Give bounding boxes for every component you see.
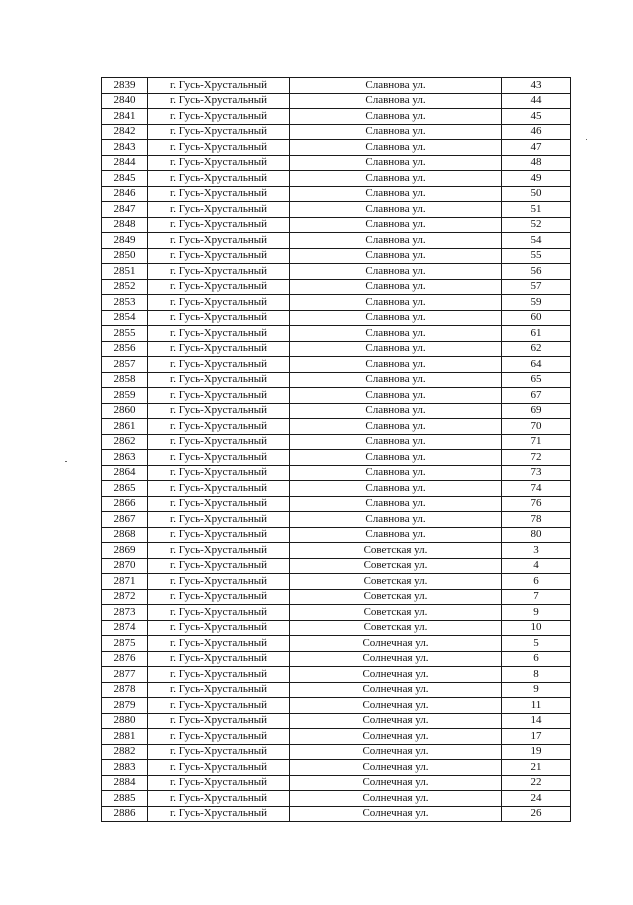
row-number-cell: 2860 <box>102 403 148 419</box>
street-cell: Солнечная ул. <box>290 713 502 729</box>
city-cell: г. Гусь-Хрустальный <box>148 372 290 388</box>
city-cell: г. Гусь-Хрустальный <box>148 186 290 202</box>
table-row <box>102 372 571 388</box>
house-number-cell: 9 <box>502 682 571 698</box>
row-number-cell: 2880 <box>102 713 148 729</box>
row-number-cell: 2859 <box>102 388 148 404</box>
city-cell: г. Гусь-Хрустальный <box>148 512 290 528</box>
table-row <box>102 806 571 822</box>
city-cell: г. Гусь-Хрустальный <box>148 310 290 326</box>
house-number-cell: 49 <box>502 171 571 187</box>
street-cell: Славнова ул. <box>290 326 502 342</box>
house-number-cell: 26 <box>502 806 571 822</box>
row-number-cell: 2875 <box>102 636 148 652</box>
row-number-cell: 2855 <box>102 326 148 342</box>
row-number-cell: 2842 <box>102 124 148 140</box>
house-number-cell: 52 <box>502 217 571 233</box>
street-cell: Советская ул. <box>290 558 502 574</box>
row-number-cell: 2852 <box>102 279 148 295</box>
city-cell: г. Гусь-Хрустальный <box>148 93 290 109</box>
row-number-cell: 2846 <box>102 186 148 202</box>
city-cell: г. Гусь-Хрустальный <box>148 729 290 745</box>
table-row <box>102 465 571 481</box>
table-row <box>102 202 571 218</box>
house-number-cell: 43 <box>502 78 571 94</box>
house-number-cell: 76 <box>502 496 571 512</box>
row-number-cell: 2853 <box>102 295 148 311</box>
table-row <box>102 744 571 760</box>
row-number-cell: 2856 <box>102 341 148 357</box>
city-cell: г. Гусь-Хрустальный <box>148 295 290 311</box>
house-number-cell: 17 <box>502 729 571 745</box>
city-cell: г. Гусь-Хрустальный <box>148 744 290 760</box>
table-row <box>102 450 571 466</box>
row-number-cell: 2844 <box>102 155 148 171</box>
city-cell: г. Гусь-Хрустальный <box>148 403 290 419</box>
city-cell: г. Гусь-Хрустальный <box>148 465 290 481</box>
table-row <box>102 186 571 202</box>
row-number-cell: 2877 <box>102 667 148 683</box>
street-cell: Советская ул. <box>290 543 502 559</box>
city-cell: г. Гусь-Хрустальный <box>148 233 290 249</box>
row-number-cell: 2841 <box>102 109 148 125</box>
row-number-cell: 2845 <box>102 171 148 187</box>
row-number-cell: 2848 <box>102 217 148 233</box>
table-row <box>102 248 571 264</box>
city-cell: г. Гусь-Хрустальный <box>148 698 290 714</box>
house-number-cell: 73 <box>502 465 571 481</box>
house-number-cell: 61 <box>502 326 571 342</box>
row-number-cell: 2873 <box>102 605 148 621</box>
city-cell: г. Гусь-Хрустальный <box>148 264 290 280</box>
row-number-cell: 2870 <box>102 558 148 574</box>
table-row <box>102 326 571 342</box>
row-number-cell: 2847 <box>102 202 148 218</box>
table-row <box>102 279 571 295</box>
street-cell: Славнова ул. <box>290 465 502 481</box>
row-number-cell: 2862 <box>102 434 148 450</box>
house-number-cell: 67 <box>502 388 571 404</box>
house-number-cell: 14 <box>502 713 571 729</box>
house-number-cell: 56 <box>502 264 571 280</box>
city-cell: г. Гусь-Хрустальный <box>148 450 290 466</box>
street-cell: Славнова ул. <box>290 233 502 249</box>
house-number-cell: 55 <box>502 248 571 264</box>
street-cell: Славнова ул. <box>290 78 502 94</box>
row-number-cell: 2881 <box>102 729 148 745</box>
city-cell: г. Гусь-Хрустальный <box>148 682 290 698</box>
street-cell: Славнова ул. <box>290 140 502 156</box>
city-cell: г. Гусь-Хрустальный <box>148 202 290 218</box>
city-cell: г. Гусь-Хрустальный <box>148 636 290 652</box>
row-number-cell: 2858 <box>102 372 148 388</box>
city-cell: г. Гусь-Хрустальный <box>148 326 290 342</box>
table-row <box>102 481 571 497</box>
row-number-cell: 2867 <box>102 512 148 528</box>
house-number-cell: 64 <box>502 357 571 373</box>
city-cell: г. Гусь-Хрустальный <box>148 217 290 233</box>
table-row <box>102 636 571 652</box>
register-table-body <box>102 78 571 822</box>
house-number-cell: 51 <box>502 202 571 218</box>
table-row <box>102 589 571 605</box>
city-cell: г. Гусь-Хрустальный <box>148 574 290 590</box>
row-number-cell: 2876 <box>102 651 148 667</box>
table-row <box>102 155 571 171</box>
row-number-cell: 2886 <box>102 806 148 822</box>
street-cell: Славнова ул. <box>290 264 502 280</box>
row-number-cell: 2866 <box>102 496 148 512</box>
street-cell: Славнова ул. <box>290 124 502 140</box>
street-cell: Славнова ул. <box>290 372 502 388</box>
table-row <box>102 419 571 435</box>
house-number-cell: 6 <box>502 651 571 667</box>
house-number-cell: 50 <box>502 186 571 202</box>
city-cell: г. Гусь-Хрустальный <box>148 279 290 295</box>
table-row <box>102 775 571 791</box>
city-cell: г. Гусь-Хрустальный <box>148 543 290 559</box>
row-number-cell: 2843 <box>102 140 148 156</box>
house-number-cell: 24 <box>502 791 571 807</box>
house-number-cell: 46 <box>502 124 571 140</box>
table-row <box>102 217 571 233</box>
row-number-cell: 2868 <box>102 527 148 543</box>
table-row <box>102 357 571 373</box>
street-cell: Солнечная ул. <box>290 636 502 652</box>
street-cell: Солнечная ул. <box>290 791 502 807</box>
city-cell: г. Гусь-Хрустальный <box>148 806 290 822</box>
street-cell: Солнечная ул. <box>290 651 502 667</box>
row-number-cell: 2885 <box>102 791 148 807</box>
street-cell: Славнова ул. <box>290 527 502 543</box>
city-cell: г. Гусь-Хрустальный <box>148 388 290 404</box>
house-number-cell: 8 <box>502 667 571 683</box>
city-cell: г. Гусь-Хрустальный <box>148 667 290 683</box>
row-number-cell: 2861 <box>102 419 148 435</box>
city-cell: г. Гусь-Хрустальный <box>148 713 290 729</box>
table-row <box>102 264 571 280</box>
city-cell: г. Гусь-Хрустальный <box>148 109 290 125</box>
row-number-cell: 2839 <box>102 78 148 94</box>
row-number-cell: 2883 <box>102 760 148 776</box>
row-number-cell: 2874 <box>102 620 148 636</box>
row-number-cell: 2865 <box>102 481 148 497</box>
table-row <box>102 109 571 125</box>
house-number-cell: 48 <box>502 155 571 171</box>
street-cell: Солнечная ул. <box>290 775 502 791</box>
street-cell: Советская ул. <box>290 589 502 605</box>
house-number-cell: 57 <box>502 279 571 295</box>
table-row <box>102 682 571 698</box>
street-cell: Славнова ул. <box>290 171 502 187</box>
row-number-cell: 2884 <box>102 775 148 791</box>
city-cell: г. Гусь-Хрустальный <box>148 171 290 187</box>
street-cell: Славнова ул. <box>290 341 502 357</box>
house-number-cell: 54 <box>502 233 571 249</box>
table-row <box>102 605 571 621</box>
street-cell: Славнова ул. <box>290 357 502 373</box>
city-cell: г. Гусь-Хрустальный <box>148 140 290 156</box>
street-cell: Славнова ул. <box>290 450 502 466</box>
house-number-cell: 65 <box>502 372 571 388</box>
street-cell: Славнова ул. <box>290 512 502 528</box>
row-number-cell: 2871 <box>102 574 148 590</box>
city-cell: г. Гусь-Хрустальный <box>148 589 290 605</box>
street-cell: Славнова ул. <box>290 388 502 404</box>
table-row <box>102 558 571 574</box>
table-row <box>102 620 571 636</box>
table-row <box>102 713 571 729</box>
city-cell: г. Гусь-Хрустальный <box>148 527 290 543</box>
table-row <box>102 388 571 404</box>
house-number-cell: 47 <box>502 140 571 156</box>
house-number-cell: 60 <box>502 310 571 326</box>
table-row <box>102 403 571 419</box>
table-row <box>102 667 571 683</box>
street-cell: Славнова ул. <box>290 248 502 264</box>
house-number-cell: 71 <box>502 434 571 450</box>
house-number-cell: 6 <box>502 574 571 590</box>
table-row <box>102 140 571 156</box>
street-cell: Славнова ул. <box>290 481 502 497</box>
address-register-table <box>101 77 571 822</box>
table-row <box>102 512 571 528</box>
house-number-cell: 19 <box>502 744 571 760</box>
street-cell: Славнова ул. <box>290 403 502 419</box>
house-number-cell: 22 <box>502 775 571 791</box>
row-number-cell: 2854 <box>102 310 148 326</box>
house-number-cell: 44 <box>502 93 571 109</box>
city-cell: г. Гусь-Хрустальный <box>148 775 290 791</box>
table-row <box>102 310 571 326</box>
row-number-cell: 2878 <box>102 682 148 698</box>
table-row <box>102 434 571 450</box>
house-number-cell: 59 <box>502 295 571 311</box>
row-number-cell: 2857 <box>102 357 148 373</box>
city-cell: г. Гусь-Хрустальный <box>148 419 290 435</box>
table-row <box>102 295 571 311</box>
city-cell: г. Гусь-Хрустальный <box>148 651 290 667</box>
house-number-cell: 74 <box>502 481 571 497</box>
table-row <box>102 341 571 357</box>
scan-speck <box>586 139 587 140</box>
street-cell: Солнечная ул. <box>290 744 502 760</box>
house-number-cell: 5 <box>502 636 571 652</box>
house-number-cell: 21 <box>502 760 571 776</box>
house-number-cell: 62 <box>502 341 571 357</box>
house-number-cell: 11 <box>502 698 571 714</box>
house-number-cell: 45 <box>502 109 571 125</box>
row-number-cell: 2882 <box>102 744 148 760</box>
street-cell: Советская ул. <box>290 605 502 621</box>
row-number-cell: 2863 <box>102 450 148 466</box>
city-cell: г. Гусь-Хрустальный <box>148 558 290 574</box>
city-cell: г. Гусь-Хрустальный <box>148 124 290 140</box>
street-cell: Славнова ул. <box>290 202 502 218</box>
table-row <box>102 124 571 140</box>
street-cell: Славнова ул. <box>290 93 502 109</box>
table-row <box>102 78 571 94</box>
table-row <box>102 574 571 590</box>
street-cell: Солнечная ул. <box>290 682 502 698</box>
street-cell: Славнова ул. <box>290 186 502 202</box>
street-cell: Солнечная ул. <box>290 760 502 776</box>
house-number-cell: 70 <box>502 419 571 435</box>
city-cell: г. Гусь-Хрустальный <box>148 496 290 512</box>
city-cell: г. Гусь-Хрустальный <box>148 605 290 621</box>
street-cell: Славнова ул. <box>290 217 502 233</box>
house-number-cell: 69 <box>502 403 571 419</box>
table-row <box>102 543 571 559</box>
street-cell: Советская ул. <box>290 574 502 590</box>
row-number-cell: 2849 <box>102 233 148 249</box>
street-cell: Солнечная ул. <box>290 806 502 822</box>
street-cell: Славнова ул. <box>290 419 502 435</box>
table-row <box>102 93 571 109</box>
city-cell: г. Гусь-Хрустальный <box>148 341 290 357</box>
house-number-cell: 7 <box>502 589 571 605</box>
scan-speck <box>65 461 67 462</box>
street-cell: Солнечная ул. <box>290 667 502 683</box>
street-cell: Славнова ул. <box>290 155 502 171</box>
table-row <box>102 496 571 512</box>
street-cell: Славнова ул. <box>290 109 502 125</box>
street-cell: Солнечная ул. <box>290 698 502 714</box>
house-number-cell: 80 <box>502 527 571 543</box>
table-row <box>102 729 571 745</box>
street-cell: Славнова ул. <box>290 496 502 512</box>
table-row <box>102 651 571 667</box>
street-cell: Славнова ул. <box>290 295 502 311</box>
street-cell: Советская ул. <box>290 620 502 636</box>
city-cell: г. Гусь-Хрустальный <box>148 481 290 497</box>
row-number-cell: 2872 <box>102 589 148 605</box>
row-number-cell: 2869 <box>102 543 148 559</box>
street-cell: Солнечная ул. <box>290 729 502 745</box>
row-number-cell: 2879 <box>102 698 148 714</box>
table-row <box>102 233 571 249</box>
table-row <box>102 171 571 187</box>
house-number-cell: 3 <box>502 543 571 559</box>
table-row <box>102 698 571 714</box>
house-number-cell: 9 <box>502 605 571 621</box>
table-row <box>102 791 571 807</box>
street-cell: Славнова ул. <box>290 434 502 450</box>
city-cell: г. Гусь-Хрустальный <box>148 434 290 450</box>
row-number-cell: 2840 <box>102 93 148 109</box>
city-cell: г. Гусь-Хрустальный <box>148 248 290 264</box>
house-number-cell: 10 <box>502 620 571 636</box>
street-cell: Славнова ул. <box>290 279 502 295</box>
house-number-cell: 4 <box>502 558 571 574</box>
row-number-cell: 2851 <box>102 264 148 280</box>
row-number-cell: 2864 <box>102 465 148 481</box>
street-cell: Славнова ул. <box>290 310 502 326</box>
city-cell: г. Гусь-Хрустальный <box>148 155 290 171</box>
table-row <box>102 527 571 543</box>
city-cell: г. Гусь-Хрустальный <box>148 78 290 94</box>
table-row <box>102 760 571 776</box>
city-cell: г. Гусь-Хрустальный <box>148 620 290 636</box>
city-cell: г. Гусь-Хрустальный <box>148 357 290 373</box>
city-cell: г. Гусь-Хрустальный <box>148 760 290 776</box>
house-number-cell: 72 <box>502 450 571 466</box>
house-number-cell: 78 <box>502 512 571 528</box>
row-number-cell: 2850 <box>102 248 148 264</box>
city-cell: г. Гусь-Хрустальный <box>148 791 290 807</box>
